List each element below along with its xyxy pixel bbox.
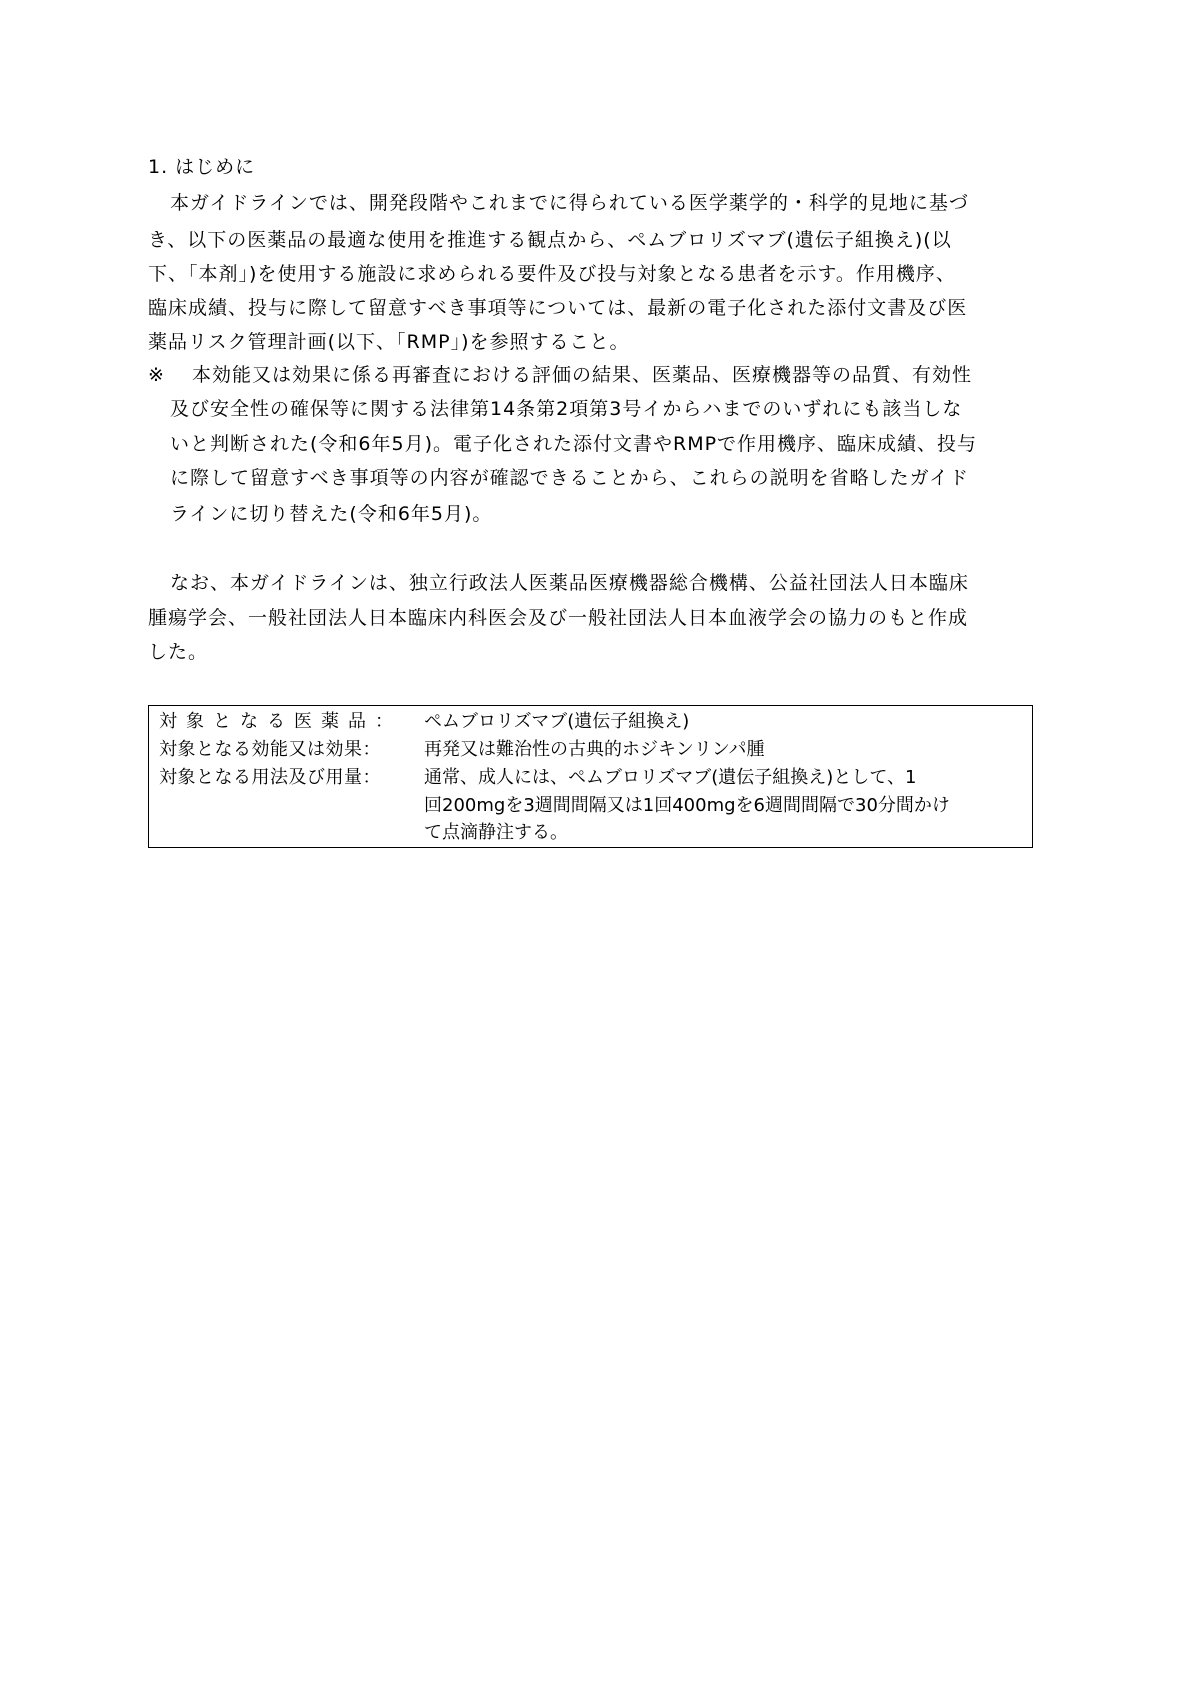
text-line: き、以下の医薬品の最適な使用を推進する観点から、ペムブロリズマブ(遺伝子組換え)(以 [148, 229, 952, 251]
text-line: 下、「本剤」)を使用する施設に求められる要件及び投与対象となる患者を示す。作用機序、 [148, 263, 956, 285]
text-line: に際して留意すべき事項等の内容が確認できることから、これらの説明を省略したガイド [170, 467, 970, 489]
text-line: いと判断された(令和6年5月)。電子化された添付文書やRMPで作用機序、臨床成績、投与 [170, 433, 978, 455]
summary-value: 再発又は難治性の古典的ホジキンリンパ腫 [424, 739, 765, 760]
text-line: 臨床成績、投与に際して留意すべき事項等については、最新の電子化された添付文書及び医 [148, 297, 968, 319]
summary-label: 対象となる用法及び用量： [159, 767, 381, 788]
target-drug-summary-box [148, 705, 1033, 848]
text-line: なお、本ガイドラインは、独立行政法人医薬品医療機器総合機構、公益社団法人日本臨床 [170, 572, 969, 594]
section-heading: 1. はじめに [148, 156, 256, 178]
summary-row-indication [159, 737, 1026, 763]
text-line: 薬品リスク管理計画(以下、「RMP」)を参照すること。 [148, 331, 630, 353]
summary-value: 通常、成人には、ペムブロリズマブ(遺伝子組換え)として、1 [424, 767, 917, 788]
text-line: 本ガイドラインでは、開発段階やこれまでに得られている医学薬学的・科学的見地に基づ [170, 192, 969, 214]
note-mark: ※ [148, 364, 165, 386]
summary-value: ペムブロリズマブ(遺伝子組換え) [424, 711, 690, 732]
summary-row-drug [159, 709, 1026, 735]
summary-label: 対象となる効能又は効果： [159, 739, 381, 760]
summary-label: 対象となる医薬品： [159, 711, 402, 732]
summary-row-dosage-cont [159, 820, 1026, 846]
text-line: した。 [148, 641, 209, 663]
summary-value: 回200mgを3週間間隔又は1回400mgを6週間間隔で30分間かけ [424, 795, 950, 816]
text-line: 及び安全性の確保等に関する法律第14条第2項第3号イからハまでのいずれにも該当しな [170, 398, 963, 420]
summary-row-dosage [159, 765, 1026, 791]
text-line: 腫瘍学会、一般社団法人日本臨床内科医会及び一般社団法人日本血液学会の協力のもと作成 [148, 607, 969, 629]
summary-row-dosage-cont [159, 793, 1026, 819]
summary-value: て点滴静注する。 [424, 822, 568, 843]
text-line: ラインに切り替えた(令和6年5月)。 [170, 503, 493, 525]
text-line: 本効能又は効果に係る再審査における評価の結果、医薬品、医療機器等の品質、有効性 [192, 364, 973, 386]
